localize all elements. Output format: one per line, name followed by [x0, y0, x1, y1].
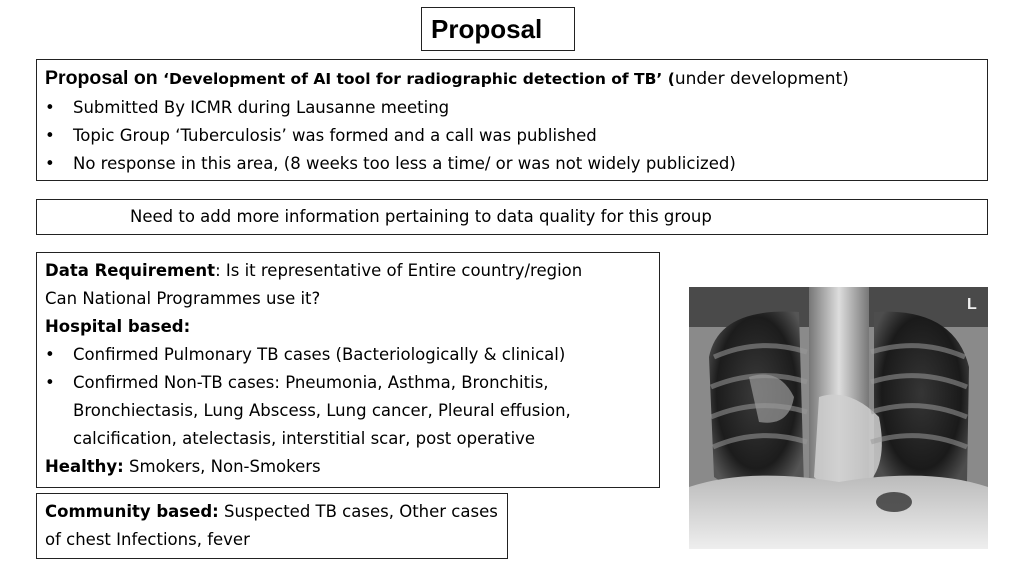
proposal-bullet: • Submitted By ICMR during Lausanne meeting — [45, 94, 987, 122]
community-box — [36, 493, 508, 559]
healthy-text: Smokers, Non-Smokers — [123, 457, 321, 476]
data-requirement-question: : Is it representative of Entire country/region — [215, 261, 583, 280]
proposal-tool-title: ‘Development of AI tool for radiographic detection of TB’ ( — [163, 70, 675, 88]
hospital-bullet: • Confirmed Non-TB cases: Pneumonia, Asthma, Bronchitis, Bronchiectasis, Lung Abscess, Lung cancer, Pleural effusion, calcification, atelectasis, interstitial scar, post operative — [45, 369, 633, 453]
data-requirement-box — [36, 252, 660, 488]
proposal-bullet-list — [45, 94, 987, 178]
hospital-bullet: • Confirmed Pulmonary TB cases (Bacteriologically & clinical) — [45, 341, 659, 369]
healthy-line — [45, 453, 659, 481]
community-label: Community based: — [45, 502, 219, 521]
data-requirement-label: Data Requirement — [45, 261, 216, 280]
proposal-heading — [45, 63, 987, 94]
chest-xray-graphic — [689, 287, 988, 549]
proposal-bullet: • No response in this area, (8 weeks too less a time/ or was not widely publicized) — [45, 150, 987, 178]
hospital-based-heading: Hospital based: — [45, 317, 191, 336]
community-text: Suspected TB cases, Other cases of chest Infections, fever — [45, 502, 498, 549]
hospital-bullet-list — [45, 341, 659, 453]
data-requirement-line — [45, 257, 659, 285]
xray-side-marker: L — [967, 296, 977, 313]
hospital-based-label — [45, 313, 659, 341]
proposal-box — [36, 59, 988, 181]
slide-title: Proposal — [421, 7, 575, 51]
data-quality-note: Need to add more information pertaining to data quality for this group — [36, 199, 988, 235]
proposal-lead: Proposal on — [45, 67, 164, 89]
national-programmes-line: Can National Programmes use it? — [45, 289, 321, 308]
chest-xray-image — [689, 287, 988, 549]
healthy-label: Healthy: — [45, 457, 124, 476]
proposal-status: under development) — [674, 69, 849, 89]
proposal-bullet: • Topic Group ‘Tuberculosis’ was formed and a call was published — [45, 122, 987, 150]
